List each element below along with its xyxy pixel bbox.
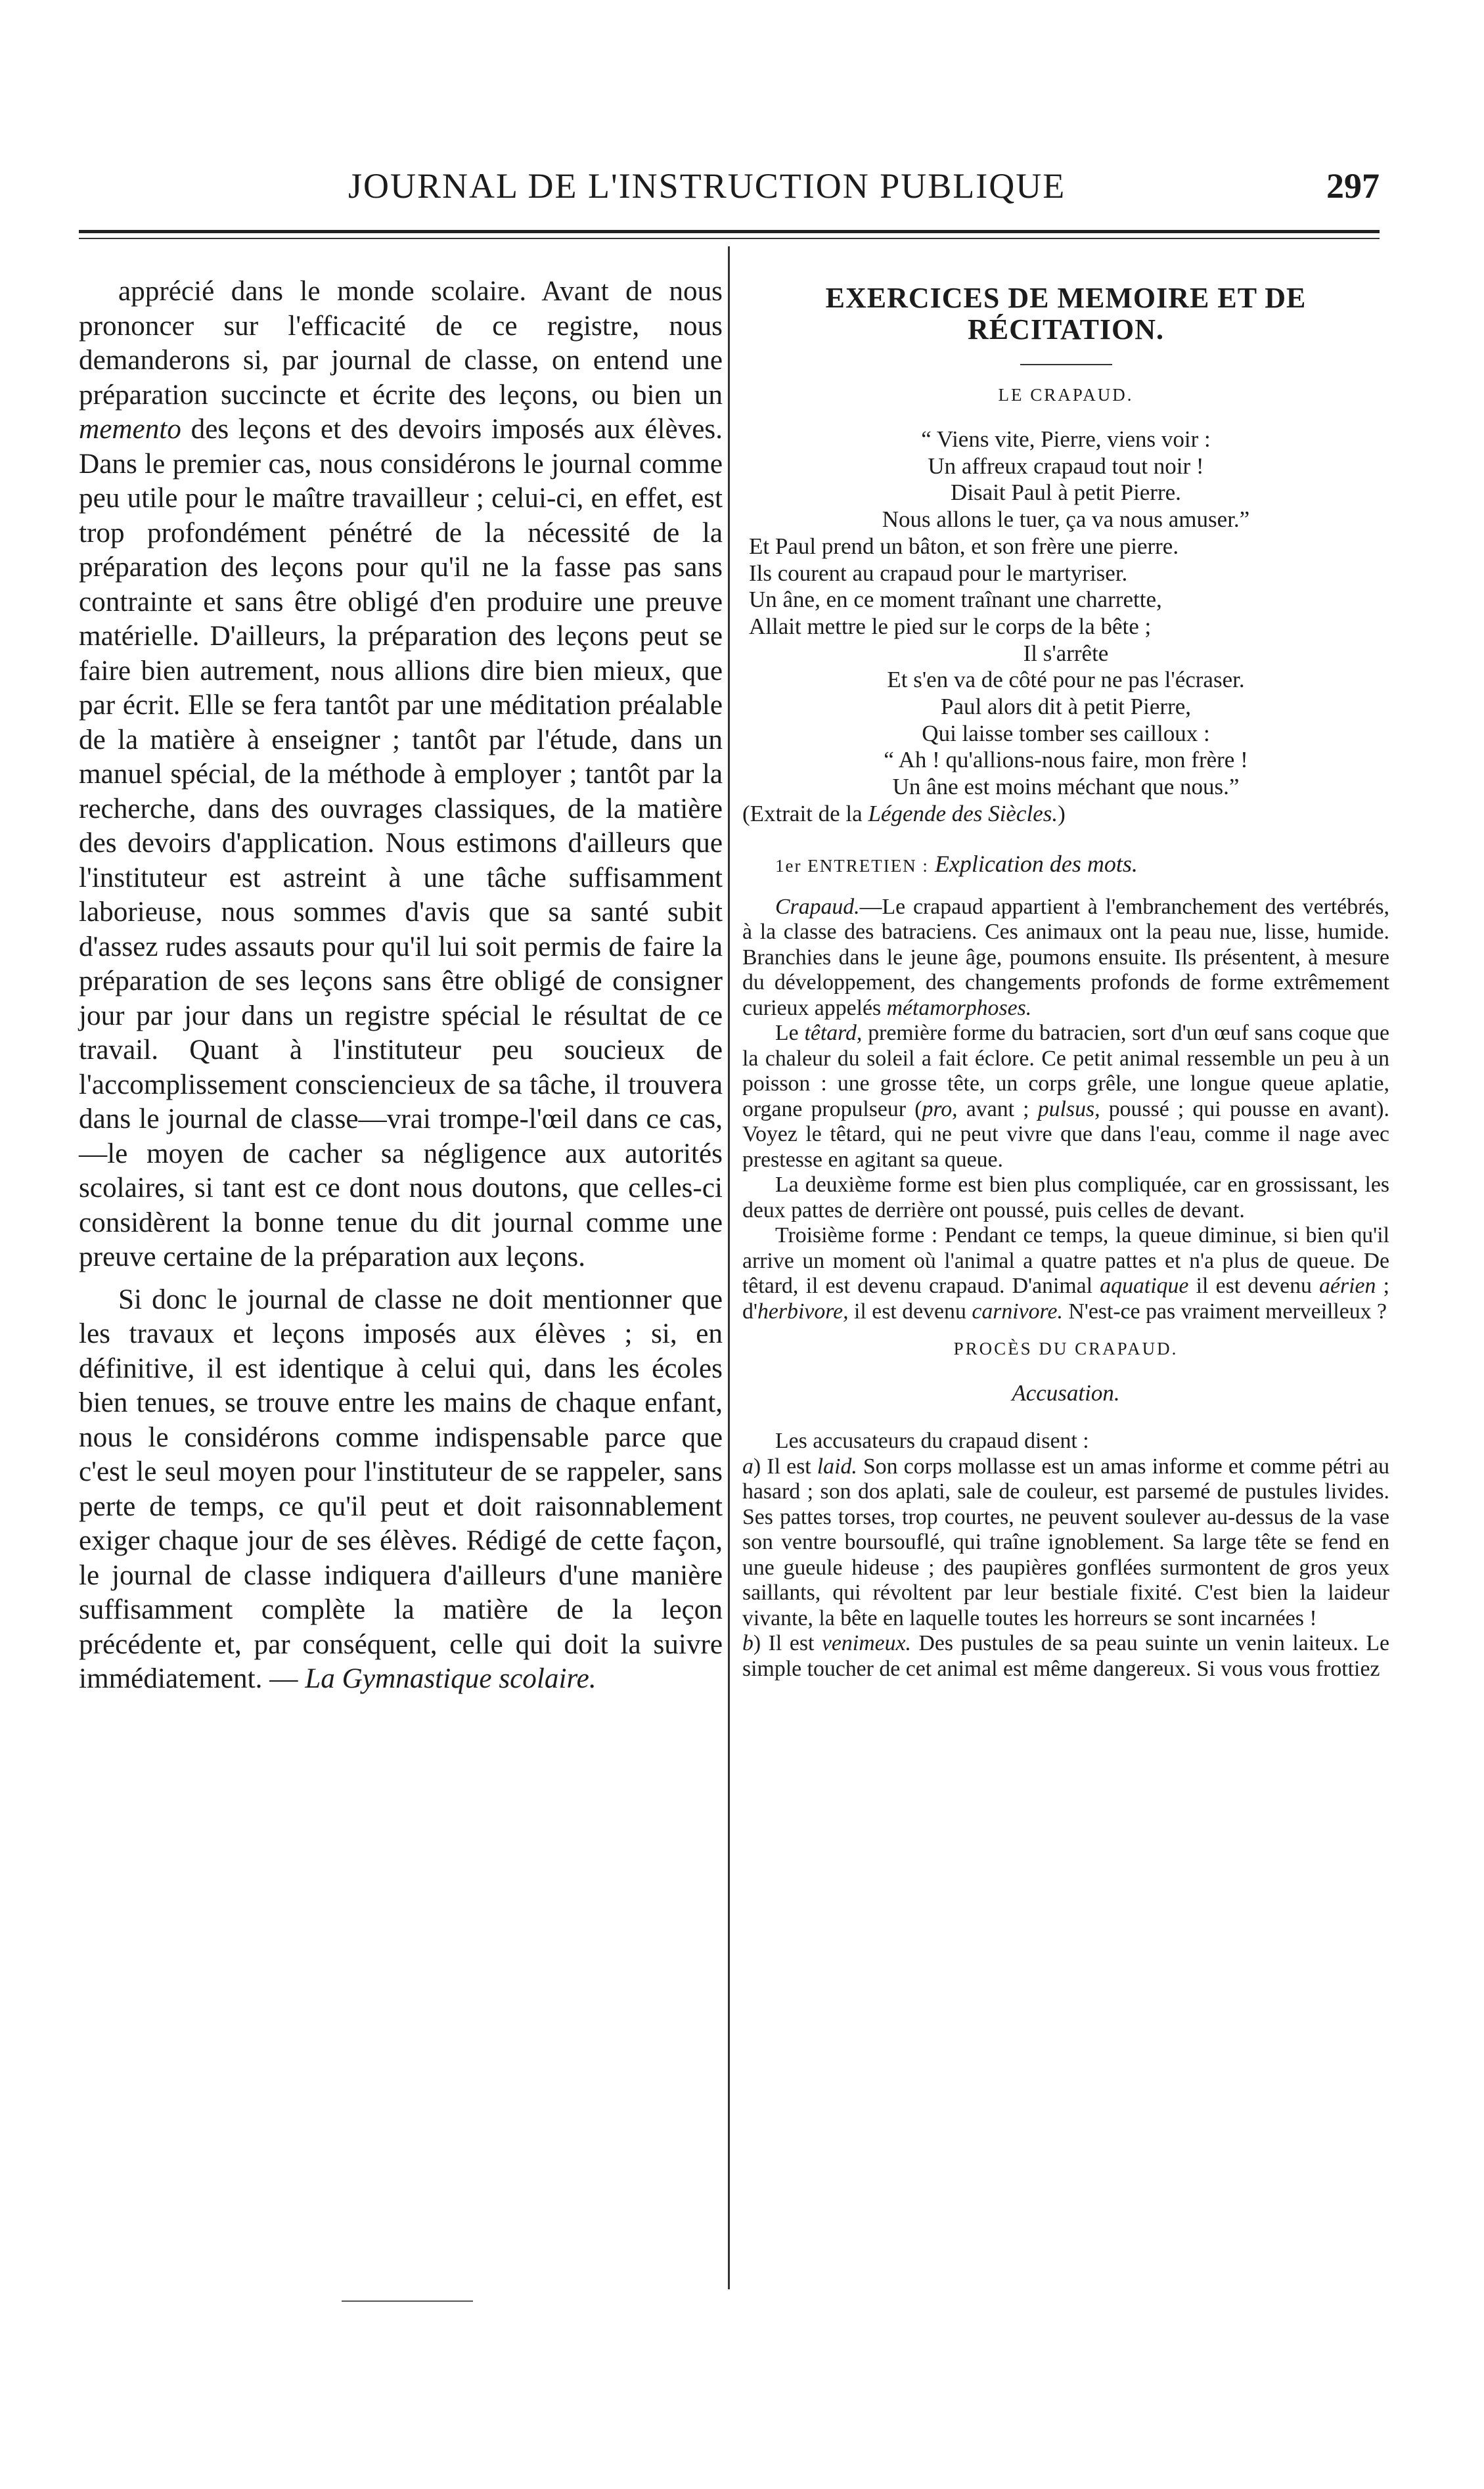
italic-run: memento [79,414,181,445]
poem-line: Un âne est moins méchant que nous.” [892,774,1240,800]
poem-line: Ils courent au crapaud pour le martyriser. [749,560,1128,586]
poem-line: Un âne, en ce moment traînant une charrette, [749,587,1162,613]
section-title: EXERCICES DE MEMOIRE ET DE RÉCITATION. [825,282,1307,346]
poem-heading: LE CRAPAUD. [998,385,1134,405]
italic-run: pro, [922,1096,958,1121]
text-run: Des pustules de sa peau suinte un venin laiteux. Le simple toucher de cet animal est même dangereux. Si vous vous frottiez [742,1631,1389,1681]
poem-source-title: Légende des Siècles. [868,800,1058,826]
poem-line: Allait mettre le pied sur le corps de la bête ; [749,613,1152,639]
italic-run: a [742,1454,753,1479]
text-run: poussé ; qui pousse en avant). Voyez le têtard, qui ne peut vivre que dans l'eau, comme il nage avec prestesse en agitant sa queue. [742,1096,1389,1172]
accusation-item [742,1454,1389,1632]
entretien-heading [775,850,1389,878]
entretien-title: Explication des mots. [934,850,1138,877]
text-run: il est devenu [1188,1274,1320,1299]
text-run: Le [775,1021,805,1046]
column-divider [728,246,730,2289]
italic-run: pulsus, [1037,1096,1100,1121]
poem-line: Il s'arrête [1023,640,1109,666]
text-run: première forme du batracien, sort d'un œuf sans coque que la chaleur du soleil a fait éclore. Ce petit animal ressemble un peu à un poisson : une grosse tête, un corps grêle, une longue queue aplatie, organe propulseur ( [742,1021,1389,1121]
poem-source [742,801,1389,828]
italic-run: métamorphoses. [886,995,1032,1020]
accusation-heading: Accusation. [1012,1380,1120,1406]
text-run: La deuxième forme est bien plus compliquée, car en grossissant, les deux pattes de derrière ont poussé, puis celles de devant. [742,1173,1389,1222]
italic-run: aquatique [1100,1274,1189,1299]
poem [742,426,1389,801]
left-column [79,275,723,1697]
poem-line: Disait Paul à petit Pierre. [951,480,1181,506]
text-run: N'est-ce pas vraiment merveilleux ? [1062,1299,1387,1324]
italic-run: Crapaud. [775,894,860,919]
running-title: JOURNAL DE L'INSTRUCTION PUBLIQUE [348,166,1066,206]
title-rule [1020,364,1112,365]
poem-line: Nous allons le tuer, ça va nous amuser.” [882,506,1250,533]
explanation-paragraph [742,1021,1389,1173]
left-paragraph [79,275,723,1275]
poem-line: “ Ah ! qu'allions-nous faire, mon frère ! [884,747,1248,773]
text-run: des leçons et des devoirs imposés aux élèves. Dans le premier cas, nous considérons le journal comme peu utile pour le maître travailleur ; celui-ci, en effet, est trop profondément pénétré de la nécessité de la préparation des leçons pour qu'il ne la fasse pas sans contrainte et sans être obligé d'en produire une preuve matérielle. D'ailleurs, la préparation des leçons peut se faire bien autrement, nous allions dire bien mieux, que par écrit. Elle se fera tantôt par une méditation préalable de la matière à enseigner ; tantôt par l'étude, dans un manuel spécial, de la méthode à employer ; tantôt par la recherche, dans des ouvrages classiques, de la matière des devoirs d'application. Nous estimons d'ailleurs que l'instituteur est astreint à une tâche suffisamment laborieuse, nous sommes d'avis que sa santé subit d'assez rudes assauts pour qu'il lui soit permis de faire la préparation de ses leçons sans être obligé de consigner jour par jour dans un registre spécial le résultat de ce travail. Quant à l'instituteur peu soucieux de l'accomplissement consciencieux de sa tâche, il trouvera dans le journal de classe—vrai trompe-l'œil dans ce cas,—le moyen de cacher sa négligence aux autorités scolaires, si tant est ce dont nous doutons, que celles-ci considèrent la bonne tenue du dit journal comme une preuve certaine de la préparation aux leçons. [79,414,723,1272]
explanation-paragraph [742,1173,1389,1223]
explanation [742,895,1389,1325]
text-run: —Le crapaud appartient à l'embranchement des vertébrés, à la classe des batraciens. Ces animaux ont la peau nue, lisse, humide. Branchies dans le jeune âge, poumons ensuite. Ils présentent, à mesure du développement, des changements profonds de forme extrêmement curieux appelés [742,894,1389,1020]
proces-heading: PROCÈS DU CRAPAUD. [953,1339,1179,1359]
accusation-item [742,1631,1389,1682]
italic-run: laid. [817,1454,857,1479]
explanation-paragraph [742,1223,1389,1324]
poem-line: Un affreux crapaud tout noir ! [928,453,1204,479]
italic-run: b [742,1631,753,1656]
text-run: Troisième forme : Pendant ce temps, la queue diminue, si bien qu'il arrive un moment où l'animal a quatre pattes et n'a plus de queue. De têtard, il est devenu crapaud. D'animal [742,1223,1389,1299]
italic-run: têtard, [804,1021,863,1046]
text-run: ) Il est [753,1454,817,1479]
poem-line: Qui laisse tomber ses cailloux : [922,720,1210,746]
italic-run: aérien [1319,1274,1376,1299]
running-head [79,166,1380,212]
italic-run: carnivore. [972,1299,1063,1324]
poem-source-prefix: (Extrait de la [742,800,868,826]
poem-line: Paul alors dit à petit Pierre, [940,694,1192,720]
text-run: ) Il est [753,1631,822,1656]
poem-line: “ Viens vite, Pierre, viens voir : [921,426,1211,452]
entretien-label: 1er ENTRETIEN : [775,855,929,876]
accusation-intro: Les accusateurs du crapaud disent : [775,1429,1089,1454]
text-run: avant ; [957,1096,1038,1121]
text-run: il est devenu [848,1299,972,1324]
italic-run: herbivore, [757,1299,849,1324]
accusation [742,1429,1389,1682]
italic-run: La Gymnastique scolaire. [305,1663,596,1694]
text-run: apprécié dans le monde scolaire. Avant de nous prononcer sur l'efficacité de ce registre, nous demanderons si, par journal de classe, on entend une préparation succincte et écrite des leçons, ou bien un [79,276,723,411]
end-rule [342,2300,473,2302]
poem-line: Et Paul prend un bâton, et son frère une pierre. [749,533,1179,559]
page-number: 297 [1326,166,1380,206]
right-column [742,282,1389,1682]
explanation-paragraph [742,895,1389,1021]
left-paragraph [79,1283,723,1697]
text-run: Son corps mollasse est un amas informe et comme pétri au hasard ; son dos aplati, sale de couleur, est parsemé de pustules livides. Ses pattes torses, trop courtes, ne peuvent soulever au-dessus de la vase son ventre boursouflé, qui traîne ignoblement. Sa large tête se fend en une gueule hideuse ; des paupières gonflées surmontent de gros yeux saillants, qui révoltent par leur bestiale fixité. C'est bien la laideur vivante, la bête en laquelle toutes les horreurs se sont incarnées ! [742,1454,1389,1630]
header-rule-thin [79,238,1380,239]
text-run: ; d' [742,1274,1390,1324]
poem-source-suffix: ) [1058,800,1066,826]
poem-line: Et s'en va de côté pour ne pas l'écraser. [887,667,1245,693]
italic-run: venimeux. [821,1631,911,1656]
header-rule-thick [79,230,1380,233]
text-run: Si donc le journal de classe ne doit mentionner que les travaux et leçons imposés aux élèves ; si, en définitive, il est identique à celui qui, dans les écoles bien tenues, se trouve entre les mains de chaque enfant, nous le considérons comme indispensable parce que c'est le seul moyen pour l'instituteur de se rappeler, sans perte de temps, ce qu'il peut et doit raisonnablement exiger chaque jour de ses élèves. Rédigé de cette façon, le journal de classe indiquera d'ailleurs d'une manière suffisamment complète la matière de la leçon précédente et, par conséquent, celle qui doit la suivre immédiatement. — [79,1284,723,1694]
